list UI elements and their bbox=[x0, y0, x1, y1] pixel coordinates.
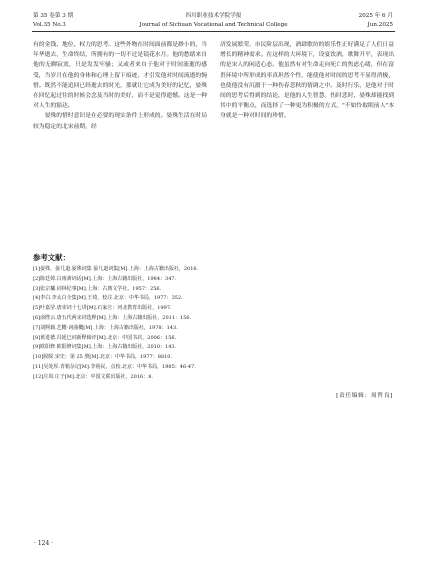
reference-item: [3]张宗橚.词林纪事[M].上海：古典文学社，1957：256. bbox=[33, 285, 162, 292]
right-column bbox=[220, 40, 394, 122]
reference-item: [6]俞陛云.唐五代两宋词选释[M].上海：上海古籍出版社，2011：156. bbox=[33, 314, 192, 321]
header-journal-cn: 四川职业技术学院学报 bbox=[185, 13, 242, 19]
header-volume-cn: 第 35 卷第 3 期 bbox=[33, 13, 74, 19]
header-date-en: Jun.2025 bbox=[367, 22, 393, 28]
left-column bbox=[33, 40, 207, 132]
reference-item: [12]庄周.庄子[M].北京：中国文联出版社，2016：8. bbox=[33, 373, 153, 380]
header-date bbox=[359, 12, 393, 30]
references-list bbox=[33, 265, 198, 383]
reference-item: [2]陈廷焯.白雨斋词话[M].上海：上海古籍出版社，1984：347. bbox=[33, 275, 177, 282]
references-title: 参考文献： bbox=[33, 253, 70, 262]
reference-item: [11]吴处厚.青箱杂记[M].李裕民，点校.北京：中华书局，1985：46-47. bbox=[33, 363, 196, 370]
body-paragraph: 有的金钱、地位、权力的思考。这些外物在时间面前都是渺小的，当年华逝去，生命终结，所拥有的一切不过是镜花水月。他的愁绪来自他的无聊寂寞，只是发发牢骚；又或者来自于他对于时间流逝的感受，当岁月在他的身体和心理上留下痕迹，才引发他对时间流逝的惋惜。既然不能追回已经逝去的时光，那就让它成为美好的记忆，晏殊在回忆起过往的时候会念及当时的美好，而不是觉得遗憾。这是一种对人生的豁达。 bbox=[33, 42, 207, 110]
reference-item: [4]李白.李太白全集[M].王琦，校注.北京：中华书局，1977：352. bbox=[33, 295, 183, 302]
reference-item: [9]欧阳修.欧阳修词集[M].上海：上海古籍出版社，2010：143. bbox=[33, 344, 177, 351]
page-number: · 124 · bbox=[34, 540, 54, 547]
body-columns bbox=[33, 40, 394, 240]
header-rule bbox=[32, 31, 395, 32]
running-header bbox=[0, 12, 427, 42]
body-paragraph: 晏殊的惜时意识是在必要的现实条件上形成的。晏殊生活在时局较为稳定的北宋前期，经 bbox=[33, 113, 207, 130]
reference-item: [10]脱脱.宋史：第 25 册[M].北京：中华书局，1977：8810. bbox=[33, 354, 173, 361]
header-date-cn: 2025 年 6 月 bbox=[358, 13, 393, 19]
reference-item: [8]黄进德.冯延巳词新释辑评[M].北京：中国书店，2006：156. bbox=[33, 334, 177, 341]
editor-note: [责任编辑：周哲良] bbox=[336, 393, 393, 399]
reference-item: [1]晏殊，晏几道.晏殊词集 晏几道词集[M].上海：上海古籍出版社，2016. bbox=[33, 266, 199, 272]
reference-item: [5]叶嘉莹.唐宋词十七讲[M].石家庄：河北教育出版社，1997. bbox=[33, 305, 172, 312]
body-paragraph: 济发展繁荣，市民阶层出现，酒肆歌坊的娱乐性正好满足了人们日益增长的精神需求。在这样的大环境下，设宴饮酒，歌舞升平，表现出的是宋人的闲适心态。他虽然有对生命走向死亡的焦虑心绪，但在富贵环境中所形成的率真坦然个性，能使他对时间的思考不显得消极，也使他没有沉溺于一种伤春悲秋的情调之中。及时行乐，是他对于时间的思考后得到的结论，是他的人生智慧。伤时悲时，晏殊却能找到其中的平衡点，而选择了一种更为积极的方式，"不如怜取眼前人"本身就是一种对时间的珍惜。 bbox=[220, 42, 394, 120]
header-volume-en: Vol.35 No.3 bbox=[33, 22, 66, 28]
reference-item: [7]刘熙载.艺概·词曲概[M].上海：上海古籍出版社，1978：143. bbox=[33, 324, 178, 331]
header-journal-en: Journal of Sichuan Vocational and Technical College bbox=[139, 22, 288, 28]
